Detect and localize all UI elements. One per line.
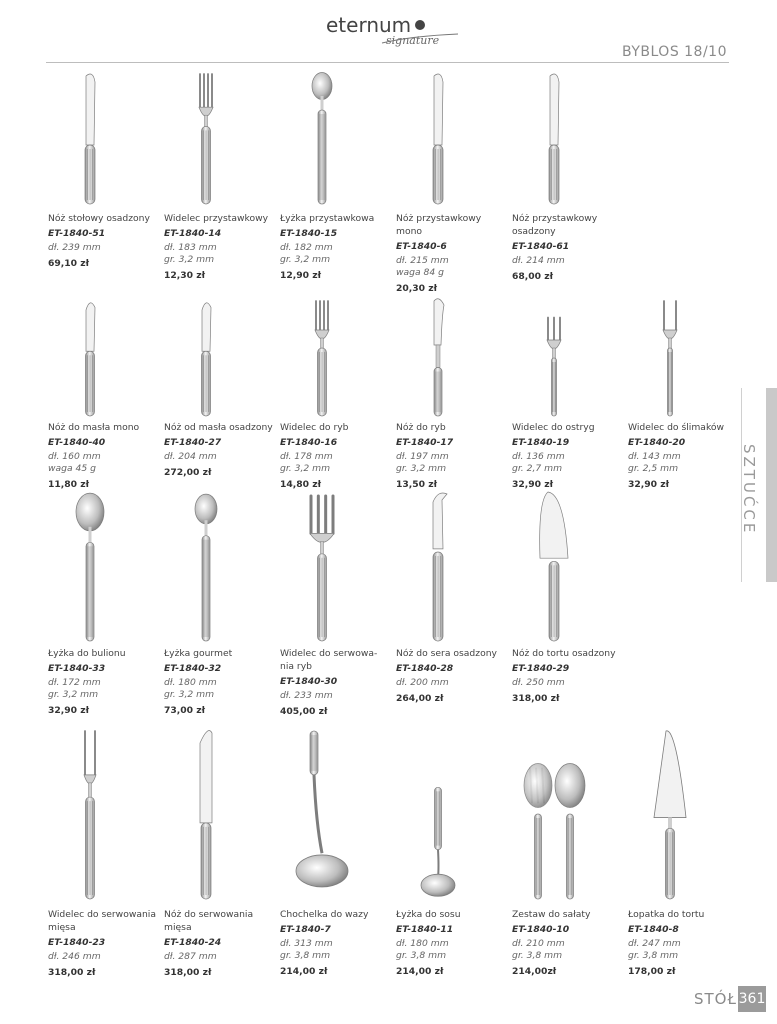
cake-knife-icon — [509, 490, 599, 649]
product-price: 11,80 zł — [48, 479, 90, 490]
product-item — [512, 421, 624, 491]
fish-knife-icon — [393, 295, 483, 424]
product-code: ET-1840-51 — [48, 228, 106, 239]
product-price: 214,00 zł — [396, 966, 444, 977]
brand-logo — [322, 10, 462, 50]
brand-logo-text: eternum — [326, 13, 412, 37]
product-price: 69,10 zł — [48, 258, 90, 269]
product-name: Widelec do serwowa- nia ryb — [280, 648, 378, 672]
product-spec: dł. 239 mm — [48, 242, 101, 253]
product-code: ET-1840-19 — [512, 437, 570, 448]
product-price: 318,00 zł — [164, 967, 212, 978]
product-spec: dł. 182 mm gr. 3,2 mm — [280, 242, 333, 265]
product-spec: dł. 143 mm gr. 2,5 mm — [628, 451, 681, 474]
product-item — [280, 647, 392, 718]
product-name: Łyżka przystawkowa — [280, 213, 375, 224]
product-price: 318,00 zł — [512, 693, 560, 704]
product-code: ET-1840-40 — [48, 437, 106, 448]
product-price: 14,80 zł — [280, 479, 322, 490]
product-spec: dł. 246 mm — [48, 951, 101, 962]
butter-knife-icon — [161, 295, 251, 424]
carving-knife-icon — [161, 725, 251, 907]
product-item — [396, 647, 508, 705]
product-item — [48, 212, 160, 270]
series-title: BYBLOS 18/10 — [622, 44, 727, 60]
product-name: Chochelka do wazy — [280, 909, 369, 920]
fish-serving-fork-icon — [277, 490, 367, 649]
product-price: 405,00 zł — [280, 706, 328, 717]
product-code: ET-1840-33 — [48, 663, 106, 674]
product-code: ET-1840-32 — [164, 663, 222, 674]
section-label: SZTUĆCE — [740, 444, 758, 536]
product-name: Łopatka do tortu — [628, 909, 705, 920]
butter-knife-icon — [45, 295, 135, 424]
product-spec: dł. 197 mm gr. 3,2 mm — [396, 451, 449, 474]
product-code: ET-1840-61 — [512, 241, 570, 252]
product-spec: dł. 247 mm gr. 3,8 mm — [628, 938, 681, 961]
product-price: 32,90 zł — [628, 479, 670, 490]
product-name: Zestaw do sałaty — [512, 909, 591, 920]
product-spec: dł. 215 mm waga 84 g — [396, 255, 449, 278]
fork-icon — [161, 68, 251, 212]
product-spec: dł. 287 mm — [164, 951, 217, 962]
product-price: 68,00 zł — [512, 271, 554, 282]
product-name: Nóż do serwowania mięsa — [164, 909, 254, 933]
product-name: Nóż przystawkowy osadzony — [512, 213, 598, 237]
product-spec: dł. 200 mm — [396, 677, 449, 688]
product-name: Nóż od masła osadzony — [164, 422, 273, 433]
carving-fork-icon — [45, 725, 135, 907]
product-code: ET-1840-11 — [396, 924, 454, 935]
product-code: ET-1840-15 — [280, 228, 338, 239]
product-price: 12,90 zł — [280, 270, 322, 281]
product-price: 318,00 zł — [48, 967, 96, 978]
product-code: ET-1840-6 — [396, 241, 447, 252]
product-name: Widelec do ryb — [280, 422, 349, 433]
product-name: Nóż do ryb — [396, 422, 446, 433]
product-price: 32,90 zł — [512, 479, 554, 490]
snail-fork-icon — [625, 295, 715, 424]
product-spec: dł. 210 mm gr. 3,8 mm — [512, 938, 565, 961]
header-divider — [46, 62, 729, 63]
product-item — [512, 212, 624, 283]
product-code: ET-1840-10 — [512, 924, 570, 935]
product-name: Widelec przystawkowy — [164, 213, 269, 224]
product-spec: dł. 250 mm — [512, 677, 565, 688]
sauce-ladle-icon — [393, 725, 483, 907]
product-spec: dł. 183 mm gr. 3,2 mm — [164, 242, 217, 265]
oyster-fork-icon — [509, 295, 599, 424]
product-item — [164, 421, 276, 479]
fish-fork-icon — [277, 295, 367, 424]
product-item — [164, 908, 276, 979]
product-spec: dł. 313 mm gr. 3,8 mm — [280, 938, 333, 961]
product-code: ET-1840-17 — [396, 437, 454, 448]
product-item — [280, 421, 392, 491]
product-price: 214,00 zł — [280, 966, 328, 977]
product-spec: dł. 172 mm gr. 3,2 mm — [48, 677, 101, 700]
product-item — [512, 908, 624, 978]
product-spec: dł. 136 mm gr. 2,7 mm — [512, 451, 565, 474]
table-knife-icon — [509, 68, 599, 212]
product-name: Łyżka do bulionu — [48, 648, 126, 659]
product-item — [396, 421, 508, 491]
product-spec: dł. 204 mm — [164, 451, 217, 462]
product-name: Nóż do sera osadzony — [396, 648, 497, 659]
product-price: 178,00 zł — [628, 966, 676, 977]
product-spec: dł. 233 mm — [280, 690, 333, 701]
product-spec: dł. 180 mm gr. 3,8 mm — [396, 938, 449, 961]
product-code: ET-1840-30 — [280, 676, 338, 687]
product-item — [164, 647, 276, 717]
product-name: Widelec do ślimaków — [628, 422, 725, 433]
product-spec: dł. 214 mm — [512, 255, 565, 266]
soup-ladle-icon — [277, 725, 367, 907]
product-price: 73,00 zł — [164, 705, 206, 716]
product-price: 214,00zł — [512, 966, 557, 977]
product-price: 272,00 zł — [164, 467, 212, 478]
product-code: ET-1840-14 — [164, 228, 222, 239]
product-code: ET-1840-23 — [48, 937, 106, 948]
product-code: ET-1840-20 — [628, 437, 686, 448]
product-name: Łyżka do sosu — [396, 909, 461, 920]
product-name: Nóż stołowy osadzony — [48, 213, 150, 224]
product-item — [48, 908, 160, 979]
product-code: ET-1840-28 — [396, 663, 454, 674]
product-code: ET-1840-27 — [164, 437, 222, 448]
cake-server-icon — [625, 725, 715, 907]
section-tab — [766, 388, 777, 582]
product-price: 32,90 zł — [48, 705, 90, 716]
product-code: ET-1840-16 — [280, 437, 338, 448]
page-number: 361 — [738, 986, 766, 1012]
product-name: Nóż przystawkowy mono — [396, 213, 482, 237]
product-price: 13,50 zł — [396, 479, 438, 490]
product-item — [280, 908, 392, 978]
table-knife-icon — [45, 68, 135, 212]
product-item — [164, 212, 276, 282]
bouillon-spoon-icon — [45, 490, 135, 649]
product-spec: dł. 178 mm gr. 3,2 mm — [280, 451, 333, 474]
product-spec: dł. 180 mm gr. 3,2 mm — [164, 677, 217, 700]
product-price: 12,30 zł — [164, 270, 206, 281]
cheese-knife-icon — [393, 490, 483, 649]
product-price: 264,00 zł — [396, 693, 444, 704]
product-code: ET-1840-8 — [628, 924, 679, 935]
product-item — [48, 647, 160, 717]
table-knife-icon — [393, 68, 483, 212]
product-name: Widelec do serwowania mięsa — [48, 909, 156, 933]
brand-logo-script: signature — [386, 34, 440, 47]
product-item — [628, 421, 740, 491]
product-code: ET-1840-24 — [164, 937, 222, 948]
product-item — [512, 647, 624, 705]
gourmet-spoon-icon — [161, 490, 251, 649]
product-spec: dł. 160 mm waga 45 g — [48, 451, 101, 474]
product-name: Łyżka gourmet — [164, 648, 233, 659]
product-price: 20,30 zł — [396, 283, 438, 294]
product-code: ET-1840-7 — [280, 924, 331, 935]
product-item — [280, 212, 392, 282]
spoon-icon — [277, 68, 367, 212]
salad-set-icon — [509, 725, 599, 907]
product-item — [628, 908, 740, 978]
product-name: Widelec do ostryg — [512, 422, 595, 433]
product-item — [396, 908, 508, 978]
product-name: Nóż do tortu osadzony — [512, 648, 616, 659]
product-item — [396, 212, 508, 295]
product-item — [48, 421, 160, 491]
product-name: Nóż do masła mono — [48, 422, 140, 433]
footer-section-label: STÓŁ — [694, 990, 737, 1008]
product-code: ET-1840-29 — [512, 663, 570, 674]
